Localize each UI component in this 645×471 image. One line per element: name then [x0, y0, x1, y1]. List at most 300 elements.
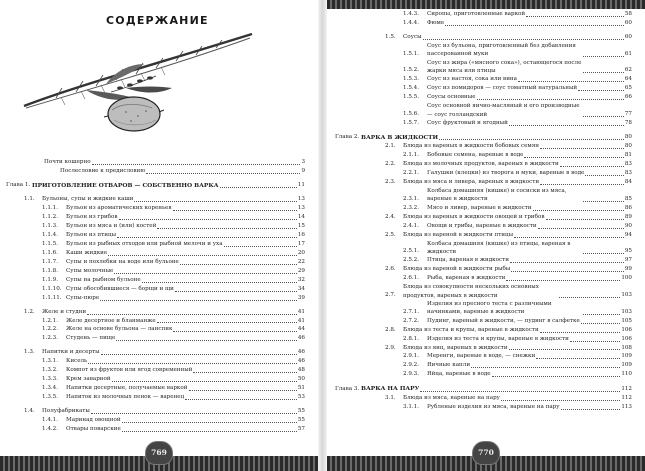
- toc-entry-title: ВАРКА В ЖИДКОСТИ: [361, 133, 439, 141]
- toc-entry-row: [327, 102, 645, 119]
- toc-page-number: 50: [297, 376, 305, 383]
- toc-page-number: 11: [297, 182, 305, 189]
- toc-entry-row: [327, 344, 645, 353]
- toc-entry-title: Блюда из мяса и ливера, вареных в жидкости: [403, 179, 540, 186]
- toc-page-number: 112: [621, 394, 632, 401]
- toc-dot-leader: [509, 125, 624, 126]
- toc-page-number: 80: [624, 134, 632, 141]
- toc-chapter-row: [327, 384, 645, 393]
- toc-dot-leader: [538, 228, 624, 229]
- toc-chapter-row: [327, 133, 645, 142]
- toc-page-number: 112: [621, 385, 632, 392]
- toc-dot-leader: [116, 340, 297, 341]
- toc-entry-title: Блюда из совокупности нескольких основных продуктов, вареных в жидкости: [403, 284, 539, 299]
- toc-dot-leader: [92, 164, 301, 165]
- toc-entry-number: 1.4.3.: [403, 11, 420, 17]
- toc-page-number: 81: [624, 152, 632, 159]
- toc-dot-leader: [561, 409, 621, 410]
- toc-dot-leader: [119, 219, 297, 220]
- toc-entry-title: Блюда из теста и крупы, вареные в жидкости: [403, 326, 539, 333]
- toc-entry-number: 2.3.: [385, 179, 396, 186]
- toc-dot-leader: [533, 210, 624, 211]
- toc-entry-row: [327, 119, 645, 128]
- toc-entry-row: [327, 59, 645, 76]
- toc-entry-number: 2.6.: [385, 266, 396, 273]
- toc-dot-leader: [88, 363, 297, 364]
- toc-entry-number: 2.5.1.: [403, 248, 420, 255]
- toc-page-number: 83: [624, 170, 632, 177]
- toc-entry-title: Супы молочные: [66, 267, 114, 274]
- toc-dot-leader: [220, 187, 297, 188]
- toc-entry-row: [0, 317, 318, 326]
- toc-dot-leader: [224, 246, 297, 247]
- toc-entry-row: [0, 425, 318, 434]
- toc-page-number: 57: [297, 425, 305, 432]
- toc-entry-number: 1.5.1.: [403, 50, 420, 57]
- toc-entry-row: [0, 240, 318, 249]
- toc-page-number: 65: [624, 85, 632, 92]
- toc-page-number: 110: [621, 371, 632, 378]
- toc-entry-row: [0, 357, 318, 366]
- toc-entry-title: Бульон из птицы: [66, 232, 117, 239]
- toc-entry-row: [327, 33, 645, 42]
- toc-entry-number: 1.5.7.: [403, 119, 420, 126]
- toc-dot-leader: [445, 25, 624, 26]
- book-gutter: [318, 0, 327, 471]
- toc-page-number: 13: [297, 205, 305, 212]
- toc-entry-title: Изделия из теста и крупы, вареные в жидкости: [427, 335, 569, 342]
- toc-page-number: 41: [297, 317, 305, 324]
- toc-entry-title: Птица, вареная в жидкости: [427, 257, 509, 264]
- toc-page-number: 85: [624, 195, 632, 202]
- toc-page-number: 99: [624, 266, 632, 273]
- page-number: 769: [145, 441, 173, 465]
- toc-dot-leader: [560, 166, 624, 167]
- toc-entry-number: 1.2.: [24, 308, 35, 315]
- toc-dot-leader: [501, 400, 620, 401]
- toc-page-number: 44: [297, 326, 305, 333]
- toc-page-number: 39: [297, 294, 305, 301]
- toc-entry-number: 1.4.2.: [42, 425, 59, 432]
- toc-page-number: 58: [624, 11, 632, 17]
- toc-entry-number: 1.5.6.: [403, 111, 420, 118]
- toc-entry-number: 1.1.5.: [42, 241, 59, 247]
- toc-entry-number: 1.1.7.: [42, 258, 59, 265]
- toc-entry-number: 2.6.1.: [403, 275, 420, 282]
- toc-page-number: 103: [621, 292, 632, 298]
- toc-dot-leader: [439, 139, 624, 140]
- toc-dot-leader: [583, 253, 624, 254]
- toc-entry-title: Фюме: [427, 19, 445, 26]
- toc-page-number: 62: [624, 67, 632, 74]
- toc-entry-row: [327, 160, 645, 169]
- toc-entry-row: [327, 317, 645, 326]
- toc-page-number: 32: [297, 276, 305, 283]
- toc-entry-title: Меренги, вареные в воде, — снежки: [427, 353, 536, 360]
- toc-page-number: 48: [297, 367, 305, 374]
- toc-entry-row: [327, 19, 645, 28]
- toc-entry-number: 1.1.3.: [42, 223, 59, 230]
- toc-page-number: 60: [624, 19, 632, 26]
- toc-entry-row: [327, 75, 645, 84]
- toc-page-number: 106: [621, 326, 632, 333]
- toc-dot-leader: [526, 16, 624, 17]
- toc-dot-leader: [509, 349, 621, 350]
- toc-entry-number: 2.2.: [385, 161, 396, 168]
- toc-dot-leader: [122, 422, 297, 423]
- toc-list-right: [327, 10, 645, 412]
- toc-page-number: 29: [297, 267, 305, 274]
- toc-dot-leader: [477, 99, 624, 100]
- toc-dot-leader: [157, 322, 297, 323]
- toc-entry-title: Соусы: [403, 33, 422, 40]
- toc-entry-number: 1.1.11.: [42, 294, 62, 301]
- toc-page-number: 53: [297, 394, 305, 400]
- toc-entry-title: Блюда из мяса, вареные на пару: [403, 394, 500, 401]
- toc-entry-number: 2.7.: [385, 292, 396, 298]
- right-page: [327, 0, 645, 471]
- toc-entry-row: [0, 249, 318, 258]
- toc-page-number: 46: [297, 335, 305, 342]
- toc-entry-row: [0, 231, 318, 240]
- toc-entry-row: [0, 334, 318, 343]
- toc-page-number: 46: [297, 349, 305, 356]
- toc-entry-title: Блюда из вареной в жидкости птицы: [403, 231, 514, 238]
- toc-page-number: 80: [624, 143, 632, 150]
- toc-entry-number: 1.1.2.: [42, 214, 59, 221]
- toc-entry-title: Кисель: [66, 358, 88, 365]
- toc-dot-leader: [87, 314, 297, 315]
- toc-entry-title: Крем заварной: [66, 376, 111, 383]
- toc-entry-title: Каши жидкие: [66, 249, 108, 256]
- toc-page-number: 55: [297, 407, 305, 414]
- toc-entry-number: 1.4.: [24, 407, 35, 414]
- toc-entry-number: 1.3.1.: [42, 358, 59, 365]
- toc-entry-number: 1.3.5.: [42, 394, 59, 400]
- toc-entry-title: Соус из помидоров — соус томатный натуральный: [427, 85, 578, 92]
- toc-entry-number: 1.1.4.: [42, 232, 59, 239]
- toc-page-number: 84: [624, 179, 632, 186]
- toc-entry-number: 3.1.: [385, 394, 396, 401]
- toc-entry-number: 1.5.3.: [403, 76, 420, 83]
- toc-entry-number: 3.1.1.: [403, 403, 420, 410]
- toc-entry-number: 2.2.1.: [403, 170, 420, 177]
- toc-entry-title: Напитки десертные, получаемые варкой: [66, 385, 188, 392]
- toc-entry-title: Блюда из вареных в жидкости бобовых семян: [403, 143, 540, 150]
- toc-entry-title: Компот из фруктов или ягод современный: [66, 367, 193, 374]
- toc-page-number: 22: [297, 258, 305, 265]
- toc-dot-leader: [583, 201, 624, 202]
- toc-entry-row: [0, 158, 318, 167]
- toc-entry-title: Овощи и грибы, вареные в жидкости: [427, 222, 537, 229]
- toc-dot-leader: [173, 331, 296, 332]
- toc-entry-number: 1.1.: [24, 196, 35, 203]
- toc-page-number: 106: [621, 335, 632, 342]
- toc-dot-leader: [540, 148, 624, 149]
- toc-page-number: 83: [624, 161, 632, 168]
- toc-entry-row: [0, 393, 318, 402]
- toc-dot-leader: [100, 300, 297, 301]
- toc-entry-title: ПРИГОТОВЛЕНИЕ ОТВАРОВ — СОБСТВЕННО ВАРКА: [32, 181, 219, 189]
- toc-entry-title: Соус из настоя, сока или вина: [427, 76, 517, 83]
- toc-entry-row: [0, 213, 318, 222]
- toc-entry-title: Яйца, вареные в воде: [427, 371, 491, 378]
- toc-dot-leader: [420, 391, 620, 392]
- toc-entry-row: [327, 370, 645, 379]
- toc-entry-number: 1.1.9.: [42, 276, 59, 283]
- toc-entry-title: Изделия из пресного теста с различными начинками, вареные в жидкости: [427, 300, 552, 316]
- toc-entry-number: 1.1.10.: [42, 285, 62, 292]
- page-header-band: [327, 0, 645, 9]
- toc-dot-leader: [173, 210, 297, 211]
- toc-list-left: [0, 158, 318, 434]
- toc-entry-title: Соус из жира («мясного сока»), остающегося после жарки мяса или птицы: [427, 59, 582, 74]
- toc-page-number: 60: [624, 33, 632, 40]
- toc-entry-number: 1.5.5.: [403, 94, 420, 101]
- toc-entry-row: [0, 276, 318, 285]
- toc-entry-title: Отвары поварские: [66, 425, 121, 432]
- toc-page-number: 41: [297, 308, 305, 315]
- toc-entry-number: 1.2.3.: [42, 335, 59, 342]
- toc-entry-title: Колбаса домашняя (кишке) и сосиски из мяса, вареные в жидкости: [427, 188, 567, 203]
- toc-page-number: 66: [624, 94, 632, 101]
- toc-entry-row: [327, 84, 645, 93]
- toc-page-number: 34: [297, 285, 305, 292]
- toc-dot-leader: [583, 72, 624, 73]
- toc-entry-row: [327, 93, 645, 102]
- toc-page-number: 3: [301, 159, 305, 165]
- toc-page-number: 17: [297, 241, 305, 247]
- toc-dot-leader: [117, 237, 297, 238]
- toc-page-number: 113: [621, 403, 632, 410]
- toc-dot-leader: [583, 116, 624, 117]
- toc-entry-row: [327, 300, 645, 317]
- toc-entry-number: 2.7.1.: [403, 308, 420, 315]
- toc-entry-row: [0, 384, 318, 393]
- toc-dot-leader: [540, 184, 624, 185]
- toc-entry-title: Сиропы, приготовленные варкой: [427, 11, 526, 17]
- toc-entry-title: Мясо и ливер, вареные в жидкости: [427, 204, 532, 211]
- toc-entry-number: 1.4.4.: [403, 19, 420, 26]
- toc-entry-number: 2.3.2.: [403, 204, 420, 211]
- toc-dot-leader: [108, 255, 297, 256]
- toc-entry-row: [327, 204, 645, 213]
- toc-entry-title: Бобовые семена, вареные в воде: [427, 152, 524, 159]
- toc-dot-leader: [180, 264, 297, 265]
- toc-dot-leader: [578, 90, 624, 91]
- toc-entry-title: Бульон из мяса и (или) костей: [66, 223, 157, 230]
- toc-page-number: 64: [624, 76, 632, 83]
- toc-entry-title: Соус фруктовый и ягодный: [427, 119, 508, 126]
- toc-page-number: 97: [624, 257, 632, 264]
- toc-entry-row: [0, 258, 318, 267]
- toc-entry-number: 1.3.2.: [42, 367, 59, 374]
- toc-entry-row: [0, 285, 318, 294]
- toc-entry-row: [327, 231, 645, 240]
- toc-page-number: 14: [297, 214, 305, 221]
- toc-dot-leader: [175, 291, 297, 292]
- toc-entry-title: Почти кошерно: [44, 159, 91, 165]
- toc-dot-leader: [585, 175, 624, 176]
- toc-entry-title: Бульоны, супы и жидкие каши: [42, 196, 134, 203]
- page-number: 770: [472, 441, 500, 465]
- toc-entry-number: 2.1.: [385, 143, 396, 150]
- toc-page-number: 95: [624, 248, 632, 255]
- toc-page-number: 108: [621, 344, 632, 351]
- toc-entry-number: 2.4.: [385, 213, 396, 220]
- toc-page-number: 89: [624, 213, 632, 220]
- toc-entry-title: Супы-пюре: [66, 294, 100, 301]
- toc-chapter-row: [0, 181, 318, 190]
- toc-page-number: 61: [624, 50, 632, 57]
- toc-dot-leader: [114, 273, 297, 274]
- toc-entry-title: Рубленые изделия из мяса, вареные на пару: [427, 403, 560, 410]
- toc-page-number: 103: [621, 308, 632, 315]
- toc-entry-number: 2.8.: [385, 326, 396, 333]
- toc-entry-row: [0, 222, 318, 231]
- toc-entry-row: [327, 274, 645, 283]
- toc-page-number: 78: [624, 119, 632, 126]
- toc-entry-row: [327, 142, 645, 151]
- toc-dot-leader: [570, 341, 620, 342]
- toc-entry-row: [327, 169, 645, 178]
- toc-dot-leader: [134, 201, 296, 202]
- page-title: СОДЕРЖАНИЕ: [106, 14, 209, 27]
- toc-dot-leader: [583, 314, 620, 315]
- toc-entry-row: [327, 283, 645, 300]
- toc-entry-row: [0, 167, 318, 176]
- toc-entry-number: Глава 2.: [335, 134, 360, 141]
- toc-page-number: 16: [297, 232, 305, 239]
- toc-entry-row: [327, 352, 645, 361]
- toc-entry-row: [327, 10, 645, 19]
- toc-entry-title: Блюда из яиц, вареных в жидкости: [403, 344, 508, 351]
- toc-entry-title: Соусы основные: [427, 94, 476, 101]
- toc-dot-leader: [157, 228, 297, 229]
- toc-entry-row: [327, 394, 645, 403]
- toc-entry-title: Бульон из рыбных отходов или рыбной мелочи и уха: [66, 241, 223, 247]
- toc-page-number: 55: [297, 416, 305, 423]
- toc-dot-leader: [540, 332, 621, 333]
- toc-dot-leader: [492, 376, 621, 377]
- toc-entry-row: [327, 222, 645, 231]
- toc-dot-leader: [122, 431, 297, 432]
- toc-entry-number: 2.9.2.: [403, 362, 420, 369]
- toc-dot-leader: [91, 413, 297, 414]
- toc-dot-leader: [471, 367, 620, 368]
- toc-entry-number: 1.1.8.: [42, 267, 59, 274]
- toc-entry-title: Блюда из вареных в жидкости овощей и грибов: [403, 213, 545, 220]
- toc-entry-row: [327, 256, 645, 265]
- toc-page-number: 100: [621, 275, 632, 282]
- toc-entry-row: [0, 375, 318, 384]
- toc-dot-leader: [518, 81, 624, 82]
- toc-dot-leader: [146, 173, 300, 174]
- toc-entry-row: [327, 178, 645, 187]
- toc-entry-title: Пудинг, вареный в жидкости, — пудинг в салфетке: [427, 317, 580, 324]
- left-page: [0, 0, 318, 471]
- toc-entry-title: Напитки и десерты: [42, 349, 100, 356]
- toc-entry-number: 1.2.2.: [42, 326, 59, 333]
- toc-page-number: 109: [621, 353, 632, 360]
- toc-entry-row: [327, 187, 645, 204]
- toc-entry-number: 1.2.1.: [42, 317, 59, 324]
- toc-entry-title: Галушки (клецки) из творога и муки, вареные в воде: [427, 170, 585, 177]
- toc-page-number: 86: [624, 204, 632, 211]
- toc-entry-title: ВАРКА НА ПАРУ: [361, 385, 420, 393]
- toc-entry-number: 2.5.: [385, 231, 396, 238]
- toc-entry-number: 2.9.1.: [403, 353, 420, 360]
- toc-dot-leader: [546, 219, 624, 220]
- toc-entry-number: 2.1.1.: [403, 152, 420, 159]
- toc-entry-title: Блюда из вареной в жидкости рыбы: [403, 266, 511, 273]
- toc-entry-row: [327, 403, 645, 412]
- toc-dot-leader: [583, 56, 624, 57]
- toc-entry-number: 1.5.: [385, 33, 396, 40]
- toc-dot-leader: [536, 358, 620, 359]
- toc-entry-number: 1.5.4.: [403, 85, 420, 92]
- toc-entry-title: Бульон из грибов: [66, 214, 118, 221]
- toc-entry-title: Полуфабрикаты: [42, 407, 90, 414]
- toc-dot-leader: [101, 354, 297, 355]
- toc-dot-leader: [185, 399, 297, 400]
- toc-page-number: 9: [301, 167, 305, 174]
- toc-dot-leader: [559, 297, 620, 298]
- toc-entry-row: [327, 326, 645, 335]
- toc-page-number: 15: [297, 223, 305, 230]
- toc-entry-number: 1.4.1.: [42, 416, 59, 423]
- toc-entry-number: 2.9.: [385, 344, 396, 351]
- toc-entry-title: Блюда из молочных продуктов, вареных в жидкости: [403, 161, 559, 168]
- toc-entry-row: [0, 204, 318, 213]
- toc-entry-title: Желе на основе бульона — ланспик: [66, 326, 173, 333]
- toc-entry-title: Напиток из молочных пенок — варенец: [66, 394, 185, 400]
- toc-entry-title: Желе и студни: [42, 308, 87, 315]
- etrog-lulav-illustration: [16, 28, 256, 138]
- toc-entry-title: Супы обособившиеся — борщи и щи: [66, 285, 174, 292]
- toc-page-number: 51: [297, 385, 305, 392]
- toc-page-number: 109: [621, 362, 632, 369]
- toc-entry-number: 2.7.2.: [403, 317, 420, 324]
- toc-entry-title: Бульон из ароматических кореньев: [66, 205, 172, 212]
- toc-dot-leader: [514, 237, 624, 238]
- toc-dot-leader: [581, 323, 621, 324]
- toc-entry-number: 1.1.1.: [42, 205, 59, 212]
- toc-dot-leader: [193, 372, 296, 373]
- toc-entry-number: 2.8.1.: [403, 335, 420, 342]
- toc-entry-number: 1.3.4.: [42, 385, 59, 392]
- toc-entry-row: [0, 195, 318, 204]
- toc-entry-number: 2.4.1.: [403, 222, 420, 229]
- toc-entry-number: 1.3.3.: [42, 376, 59, 383]
- toc-dot-leader: [524, 157, 623, 158]
- toc-entry-title: Соус основной яично-масляный и его производные — соус голландский: [427, 103, 580, 118]
- toc-page-number: 46: [297, 358, 305, 365]
- toc-dot-leader: [511, 271, 624, 272]
- toc-dot-leader: [510, 262, 624, 263]
- toc-entry-title: Соус из бульона, приготовленный без добавления пассерованной муки: [427, 42, 576, 58]
- toc-entry-title: Маринад овощной: [66, 416, 121, 423]
- toc-dot-leader: [112, 381, 297, 382]
- toc-dot-leader: [506, 280, 620, 281]
- toc-entry-number: 2.3.1.: [403, 195, 420, 202]
- toc-entry-number: 1.3.: [24, 349, 35, 356]
- toc-entry-row: [0, 407, 318, 416]
- toc-page-number: 94: [624, 231, 632, 238]
- toc-entry-row: [327, 265, 645, 274]
- toc-entry-row: [327, 335, 645, 344]
- toc-entry-row: [0, 267, 318, 276]
